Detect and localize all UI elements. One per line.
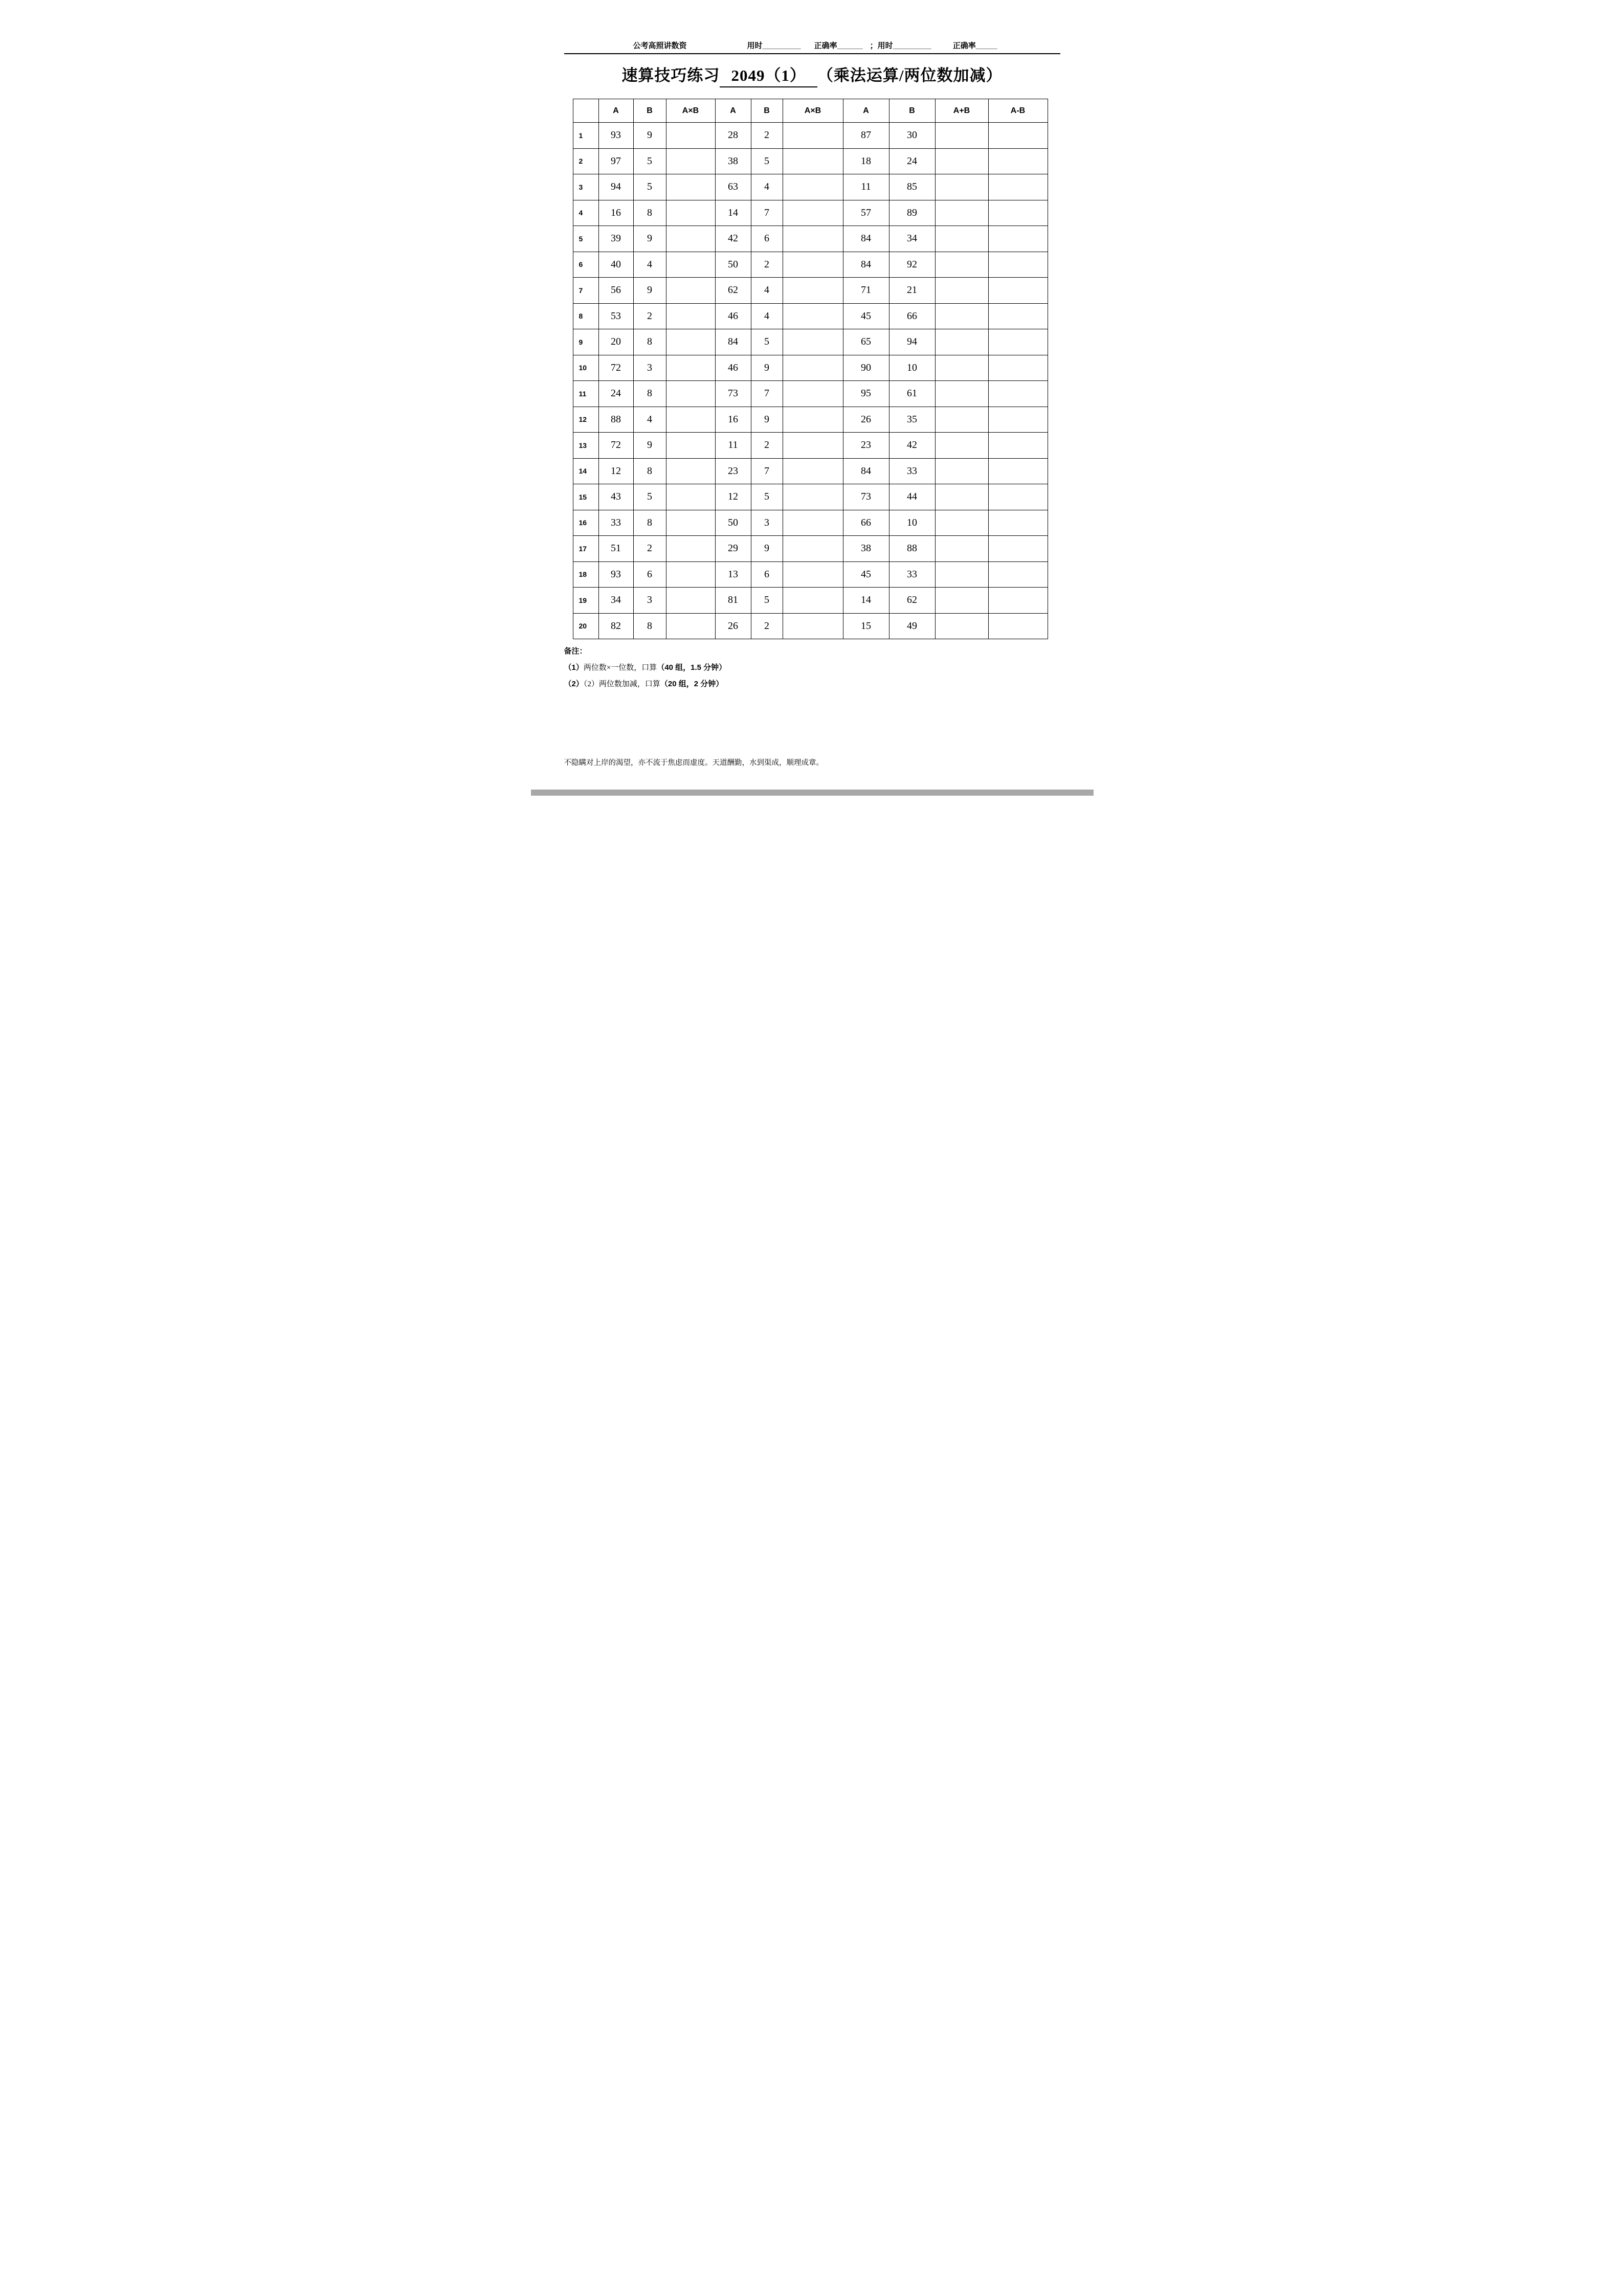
answer-blank-cell (783, 226, 843, 252)
answer-blank-cell (783, 303, 843, 329)
operand-cell: 46 (715, 355, 751, 381)
note-line-2 (564, 678, 1094, 690)
operand-cell: 9 (751, 536, 783, 562)
operand-cell: 43 (598, 484, 633, 510)
note-2-label: （2） (564, 680, 584, 688)
answer-blank-cell (935, 381, 988, 407)
row-number-cell: 17 (573, 536, 598, 562)
operand-cell: 29 (715, 536, 751, 562)
note-2-text: （2）两位数加减，口算 (583, 680, 660, 688)
table-header-row (573, 99, 1048, 123)
column-header: A (843, 99, 889, 123)
row-number-cell: 12 (573, 407, 598, 433)
operand-cell: 84 (843, 252, 889, 278)
operand-cell: 66 (843, 510, 889, 536)
operand-cell: 61 (889, 381, 935, 407)
answer-blank-cell (988, 407, 1048, 433)
column-header: A (715, 99, 751, 123)
answer-blank-cell (988, 123, 1048, 149)
operand-cell: 40 (598, 252, 633, 278)
operand-cell: 57 (843, 200, 889, 226)
row-number-cell: 18 (573, 561, 598, 588)
answer-blank-cell (935, 433, 988, 459)
operand-cell: 88 (598, 407, 633, 433)
note-line-1 (564, 662, 1094, 674)
answer-blank-cell (935, 252, 988, 278)
operand-cell: 2 (751, 252, 783, 278)
answer-blank-cell (935, 588, 988, 614)
operand-cell: 9 (633, 278, 666, 304)
answer-blank-cell (935, 123, 988, 149)
operand-cell: 46 (715, 303, 751, 329)
column-header: B (633, 99, 666, 123)
operand-cell: 15 (843, 613, 889, 639)
answer-blank-cell (666, 355, 715, 381)
answer-blank-cell (783, 329, 843, 355)
operand-cell: 3 (633, 588, 666, 614)
operand-cell: 14 (715, 200, 751, 226)
answer-blank-cell (783, 484, 843, 510)
table-row (573, 433, 1048, 459)
row-number-cell: 13 (573, 433, 598, 459)
answer-blank-cell (935, 484, 988, 510)
operand-cell: 89 (889, 200, 935, 226)
operand-cell: 5 (633, 174, 666, 200)
operand-cell: 9 (633, 433, 666, 459)
operand-cell: 45 (843, 303, 889, 329)
operand-cell: 82 (598, 613, 633, 639)
answer-blank-cell (935, 510, 988, 536)
operand-cell: 94 (889, 329, 935, 355)
operand-cell: 84 (843, 226, 889, 252)
operand-cell: 21 (889, 278, 935, 304)
answer-blank-cell (666, 613, 715, 639)
operand-cell: 42 (889, 433, 935, 459)
operand-cell: 3 (751, 510, 783, 536)
answer-blank-cell (935, 561, 988, 588)
row-number-cell: 20 (573, 613, 598, 639)
operand-cell: 11 (715, 433, 751, 459)
answer-blank-cell (783, 174, 843, 200)
operand-cell: 73 (715, 381, 751, 407)
operand-cell: 4 (751, 174, 783, 200)
answer-blank-cell (666, 200, 715, 226)
answer-blank-cell (666, 174, 715, 200)
table-row (573, 252, 1048, 278)
table-row (573, 278, 1048, 304)
row-number-cell: 4 (573, 200, 598, 226)
table-row (573, 407, 1048, 433)
answer-blank-cell (666, 407, 715, 433)
table-row (573, 226, 1048, 252)
operand-cell: 49 (889, 613, 935, 639)
row-number-cell: 5 (573, 226, 598, 252)
operand-cell: 26 (843, 407, 889, 433)
answer-blank-cell (935, 329, 988, 355)
operand-cell: 34 (889, 226, 935, 252)
operand-cell: 8 (633, 510, 666, 536)
answer-blank-cell (666, 252, 715, 278)
answer-blank-cell (666, 329, 715, 355)
accuracy-field-2: 正确率_____ (952, 41, 997, 50)
row-number-cell: 10 (573, 355, 598, 381)
table-row (573, 200, 1048, 226)
operand-cell: 9 (751, 407, 783, 433)
operand-cell: 4 (751, 278, 783, 304)
operand-cell: 84 (715, 329, 751, 355)
answer-blank-cell (783, 588, 843, 614)
operand-cell: 63 (715, 174, 751, 200)
operand-cell: 13 (715, 561, 751, 588)
operand-cell: 12 (598, 458, 633, 484)
worksheet-title (531, 62, 1094, 87)
worksheet-page (531, 0, 1094, 796)
row-number-cell: 6 (573, 252, 598, 278)
operand-cell: 18 (843, 148, 889, 174)
answer-blank-cell (988, 355, 1048, 381)
row-number-cell: 9 (573, 329, 598, 355)
operand-cell: 62 (715, 278, 751, 304)
answer-blank-cell (935, 174, 988, 200)
operand-cell: 7 (751, 381, 783, 407)
answer-blank-cell (666, 458, 715, 484)
answer-blank-cell (666, 226, 715, 252)
table-row (573, 123, 1048, 149)
operand-cell: 6 (751, 226, 783, 252)
answer-blank-cell (783, 355, 843, 381)
practice-table (573, 99, 1048, 639)
row-number-cell: 19 (573, 588, 598, 614)
operand-cell: 5 (751, 484, 783, 510)
operand-cell: 11 (843, 174, 889, 200)
answer-blank-cell (988, 303, 1048, 329)
operand-cell: 33 (889, 561, 935, 588)
answer-blank-cell (783, 510, 843, 536)
row-number-cell: 14 (573, 458, 598, 484)
operand-cell: 30 (889, 123, 935, 149)
row-number-cell: 11 (573, 381, 598, 407)
answer-blank-cell (666, 381, 715, 407)
note-1-detail: （40 组，1.5 分钟） (657, 663, 727, 672)
column-header: A (598, 99, 633, 123)
answer-blank-cell (783, 613, 843, 639)
operand-cell: 16 (598, 200, 633, 226)
operand-cell: 3 (633, 355, 666, 381)
column-header: A×B (783, 99, 843, 123)
note-1-label: （1） (564, 663, 584, 672)
table-row (573, 536, 1048, 562)
operand-cell: 10 (889, 355, 935, 381)
operand-cell: 4 (751, 303, 783, 329)
answer-blank-cell (666, 433, 715, 459)
answer-blank-cell (988, 613, 1048, 639)
operand-cell: 50 (715, 252, 751, 278)
answer-blank-cell (783, 123, 843, 149)
answer-blank-cell (935, 613, 988, 639)
answer-blank-cell (935, 303, 988, 329)
operand-cell: 8 (633, 381, 666, 407)
answer-blank-cell (988, 252, 1048, 278)
operand-cell: 8 (633, 200, 666, 226)
operand-cell: 26 (715, 613, 751, 639)
title-suffix: （乘法运算/两位数加减） (817, 66, 1003, 84)
operand-cell: 50 (715, 510, 751, 536)
title-number: 2049（1） (720, 62, 817, 87)
answer-blank-cell (783, 252, 843, 278)
operand-cell: 14 (843, 588, 889, 614)
notes-section (564, 645, 1094, 690)
operand-cell: 51 (598, 536, 633, 562)
operand-cell: 5 (751, 329, 783, 355)
column-header: A-B (988, 99, 1048, 123)
answer-blank-cell (988, 510, 1048, 536)
table-row (573, 484, 1048, 510)
notes-heading: 备注： (564, 647, 587, 656)
answer-blank-cell (666, 148, 715, 174)
answer-blank-cell (783, 407, 843, 433)
answer-blank-cell (935, 536, 988, 562)
operand-cell: 5 (633, 484, 666, 510)
table-row (573, 613, 1048, 639)
operand-cell: 2 (633, 303, 666, 329)
operand-cell: 56 (598, 278, 633, 304)
answer-blank-cell (988, 200, 1048, 226)
row-number-cell: 2 (573, 148, 598, 174)
table-row (573, 174, 1048, 200)
answer-blank-cell (666, 588, 715, 614)
page-bottom-edge (531, 790, 1094, 796)
operand-cell: 23 (843, 433, 889, 459)
operand-cell: 9 (633, 123, 666, 149)
operand-cell: 16 (715, 407, 751, 433)
operand-cell: 8 (633, 458, 666, 484)
table-row (573, 381, 1048, 407)
answer-blank-cell (666, 123, 715, 149)
accuracy-field-1: 正确率______ (814, 41, 863, 50)
operand-cell: 73 (843, 484, 889, 510)
column-header: A×B (666, 99, 715, 123)
operand-cell: 97 (598, 148, 633, 174)
answer-blank-cell (935, 278, 988, 304)
answer-blank-cell (988, 329, 1048, 355)
operand-cell: 5 (751, 148, 783, 174)
answer-blank-cell (666, 484, 715, 510)
corner-header-cell (573, 99, 598, 123)
operand-cell: 2 (751, 433, 783, 459)
table-row (573, 303, 1048, 329)
operand-cell: 72 (598, 433, 633, 459)
operand-cell: 84 (843, 458, 889, 484)
operand-cell: 6 (633, 561, 666, 588)
answer-blank-cell (988, 381, 1048, 407)
operand-cell: 2 (751, 613, 783, 639)
operand-cell: 8 (633, 613, 666, 639)
answer-blank-cell (935, 148, 988, 174)
operand-cell: 7 (751, 458, 783, 484)
answer-blank-cell (666, 536, 715, 562)
operand-cell: 9 (751, 355, 783, 381)
operand-cell: 10 (889, 510, 935, 536)
answer-blank-cell (783, 381, 843, 407)
row-number-cell: 16 (573, 510, 598, 536)
page-header (564, 40, 1060, 54)
operand-cell: 20 (598, 329, 633, 355)
operand-cell: 65 (843, 329, 889, 355)
answer-blank-cell (988, 278, 1048, 304)
note-1-text: 两位数×一位数，口算 (583, 664, 657, 672)
answer-blank-cell (988, 588, 1048, 614)
footer-quote: 不隐瞒对上岸的渴望，亦不流于焦虑而虚度。天道酬勤，水到渠成，顺理成章。 (564, 759, 824, 767)
operand-cell: 42 (715, 226, 751, 252)
operand-cell: 2 (751, 123, 783, 149)
answer-blank-cell (783, 200, 843, 226)
operand-cell: 81 (715, 588, 751, 614)
operand-cell: 44 (889, 484, 935, 510)
operand-cell: 95 (843, 381, 889, 407)
operand-cell: 9 (633, 226, 666, 252)
operand-cell: 88 (889, 536, 935, 562)
table-row (573, 510, 1048, 536)
table-row (573, 561, 1048, 588)
table-row (573, 148, 1048, 174)
answer-blank-cell (783, 148, 843, 174)
answer-blank-cell (988, 536, 1048, 562)
row-number-cell: 8 (573, 303, 598, 329)
row-number-cell: 1 (573, 123, 598, 149)
column-header: B (889, 99, 935, 123)
operand-cell: 71 (843, 278, 889, 304)
answer-blank-cell (783, 458, 843, 484)
answer-blank-cell (783, 433, 843, 459)
answer-blank-cell (988, 174, 1048, 200)
answer-blank-cell (988, 148, 1048, 174)
answer-blank-cell (666, 303, 715, 329)
operand-cell: 66 (889, 303, 935, 329)
operand-cell: 39 (598, 226, 633, 252)
table-row (573, 355, 1048, 381)
operand-cell: 94 (598, 174, 633, 200)
answer-blank-cell (666, 278, 715, 304)
row-number-cell: 15 (573, 484, 598, 510)
operand-cell: 93 (598, 561, 633, 588)
operand-cell: 33 (598, 510, 633, 536)
operand-cell: 8 (633, 329, 666, 355)
operand-cell: 28 (715, 123, 751, 149)
table-row (573, 329, 1048, 355)
operand-cell: 93 (598, 123, 633, 149)
operand-cell: 24 (889, 148, 935, 174)
answer-blank-cell (783, 561, 843, 588)
operand-cell: 6 (751, 561, 783, 588)
operand-cell: 85 (889, 174, 935, 200)
operand-cell: 33 (889, 458, 935, 484)
operand-cell: 23 (715, 458, 751, 484)
answer-blank-cell (988, 433, 1048, 459)
answer-blank-cell (988, 484, 1048, 510)
column-header: A+B (935, 99, 988, 123)
brand-text: 公考高照讲数资 (633, 41, 687, 50)
time-used-field-1: 用时_________ (747, 41, 801, 50)
operand-cell: 5 (633, 148, 666, 174)
answer-blank-cell (666, 561, 715, 588)
answer-blank-cell (935, 226, 988, 252)
operand-cell: 4 (633, 407, 666, 433)
answer-blank-cell (666, 510, 715, 536)
operand-cell: 24 (598, 381, 633, 407)
operand-cell: 38 (715, 148, 751, 174)
row-number-cell: 7 (573, 278, 598, 304)
column-header: B (751, 99, 783, 123)
answer-blank-cell (935, 355, 988, 381)
operand-cell: 35 (889, 407, 935, 433)
answer-blank-cell (935, 200, 988, 226)
answer-blank-cell (935, 407, 988, 433)
table-row (573, 588, 1048, 614)
operand-cell: 53 (598, 303, 633, 329)
operand-cell: 38 (843, 536, 889, 562)
operand-cell: 2 (633, 536, 666, 562)
operand-cell: 4 (633, 252, 666, 278)
operand-cell: 7 (751, 200, 783, 226)
operand-cell: 72 (598, 355, 633, 381)
operand-cell: 5 (751, 588, 783, 614)
title-prefix: 速算技巧练习 (621, 66, 720, 84)
operand-cell: 90 (843, 355, 889, 381)
answer-blank-cell (988, 226, 1048, 252)
answer-blank-cell (783, 278, 843, 304)
answer-blank-cell (988, 561, 1048, 588)
operand-cell: 34 (598, 588, 633, 614)
time-used-field-2: ；用时_________ (870, 41, 931, 50)
answer-blank-cell (988, 458, 1048, 484)
answer-blank-cell (783, 536, 843, 562)
table-row (573, 458, 1048, 484)
operand-cell: 92 (889, 252, 935, 278)
operand-cell: 62 (889, 588, 935, 614)
operand-cell: 12 (715, 484, 751, 510)
note-2-detail: （20 组，2 分钟） (660, 680, 724, 688)
operand-cell: 45 (843, 561, 889, 588)
answer-blank-cell (935, 458, 988, 484)
operand-cell: 87 (843, 123, 889, 149)
row-number-cell: 3 (573, 174, 598, 200)
